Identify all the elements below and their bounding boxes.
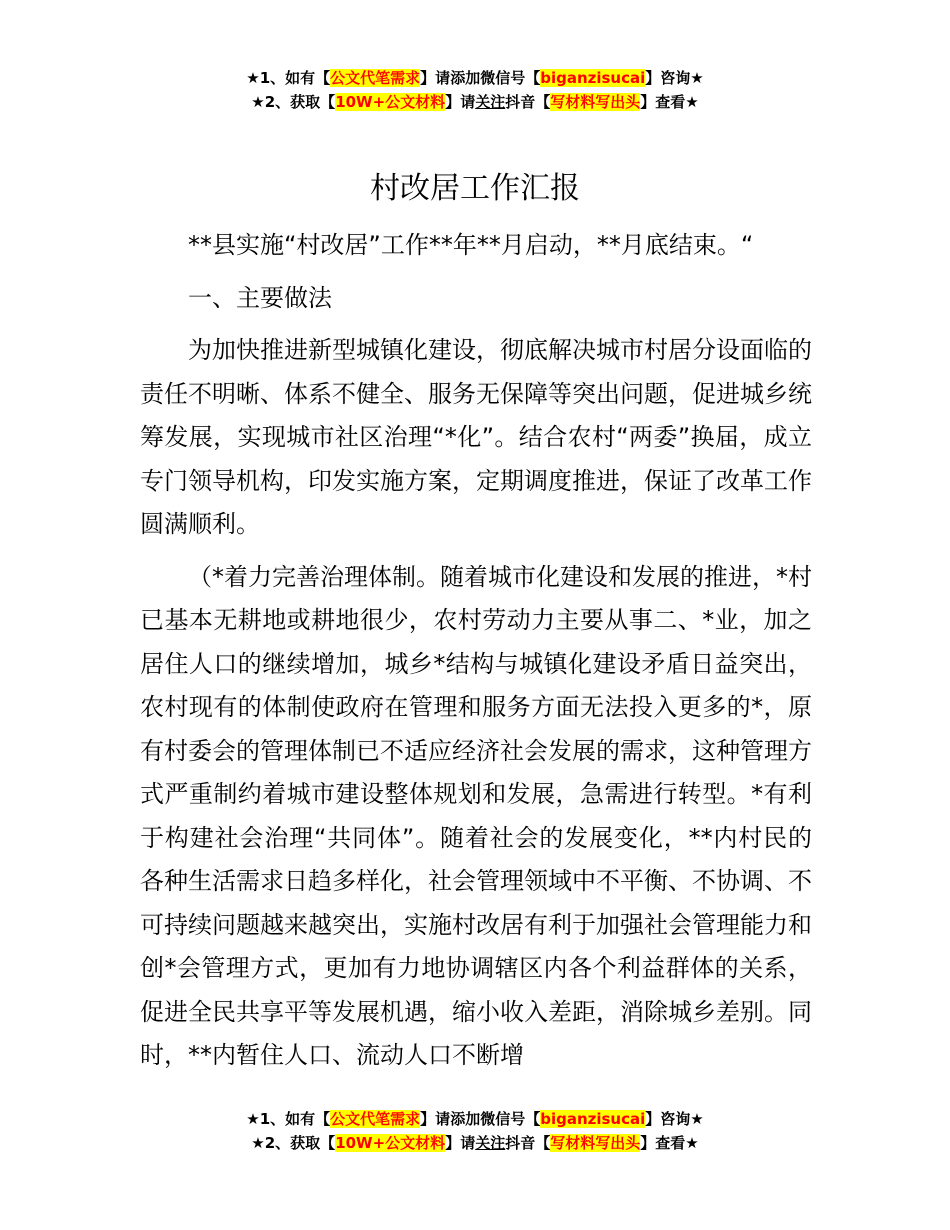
banner-text: 】请 xyxy=(420,69,451,87)
document-body xyxy=(140,224,812,1078)
banner-text: 】咨询★ xyxy=(645,1110,704,1128)
banner-highlight: 公文代笔需求 xyxy=(330,69,421,87)
banner-highlight: 10W+公文材料 xyxy=(335,1134,446,1152)
paragraph-intro: **县实施“村改居”工作**年**月启动，**月底结束。“ xyxy=(188,231,754,259)
section-heading: 一、主要做法 xyxy=(188,283,332,312)
banner-text: 抖音【 xyxy=(505,93,551,111)
banner-text: 】请 xyxy=(445,1134,476,1152)
banner-line-1 xyxy=(0,1107,950,1131)
banner-text: 关注 xyxy=(475,93,506,111)
banner-text: ★2、获取【 xyxy=(251,1134,336,1152)
paragraph: 为加快推进新型城镇化建设，彻底解决城市村居分设面临的责任不明晰、体系不健全、服务无保障等突出问题，促进城乡统筹发展，实现城市社区治理“*化”。结合农村“两委”换届，成立专门领导机构，印发实施方案，定期调度推进，保证了改革工作圆满顺利。 xyxy=(140,336,812,538)
banner-highlight: 写材料写出头 xyxy=(550,93,641,111)
paragraph: （*着力完善治理体制。随着城市化建设和发展的推进，*村已基本无耕地或耕地很少，农村劳动力主要从事二、*业，加之居住人口的继续增加，城乡*结构与城镇化建设矛盾日益突出，农村现有的体制使政府在管理和服务方面无法投入更多的*，原有村委会的管理体制已不适应经济社会发展的需求，这种管理方式严重制约着城市建设整体规划和发展，急需进行转型。*有利于构建社会治理“共同体”。随着社会的发展变化，**内村民的各种生活需求日趋多样化，社会管理领域中不平衡、不协调、不可持续问题越来越突出，实施村改居有利于加强社会管理能力和创*会管理方式，更加有力地协调辖区内各个利益群体的关系，促进全民共享平等发展机遇，缩小收入差距，消除城乡差别。同时，**内暂住人口、流动人口不断增 xyxy=(140,562,812,1069)
banner-highlight: 写材料写出头 xyxy=(550,1134,641,1152)
header-banner xyxy=(0,66,950,114)
banner-line-2 xyxy=(0,1131,950,1155)
banner-text: 关注 xyxy=(475,1134,506,1152)
banner-line-1 xyxy=(0,66,950,90)
banner-text: ★1、如有【 xyxy=(246,69,331,87)
banner-text: ★1、如有【 xyxy=(246,1110,331,1128)
banner-text: 添加 xyxy=(450,69,481,87)
banner-text: 】查看★ xyxy=(640,93,699,111)
banner-text: 】请 xyxy=(420,1110,451,1128)
banner-text: 抖音【 xyxy=(505,1134,551,1152)
banner-text: ★2、获取【 xyxy=(251,93,336,111)
banner-line-2 xyxy=(0,90,950,114)
banner-text: 】咨询★ xyxy=(645,69,704,87)
document-title: 村改居工作汇报 xyxy=(370,171,580,206)
banner-text: 微信号【 xyxy=(480,1110,541,1128)
footer-banner xyxy=(0,1107,950,1155)
banner-text: 】请 xyxy=(445,93,476,111)
banner-text: 添加 xyxy=(450,1110,481,1128)
banner-highlight: 10W+公文材料 xyxy=(335,93,446,111)
banner-highlight: 公文代笔需求 xyxy=(330,1110,421,1128)
banner-highlight: biganzisucai xyxy=(540,69,646,87)
banner-text: 微信号【 xyxy=(480,69,541,87)
banner-text: 】查看★ xyxy=(640,1134,699,1152)
banner-highlight: biganzisucai xyxy=(540,1110,646,1128)
